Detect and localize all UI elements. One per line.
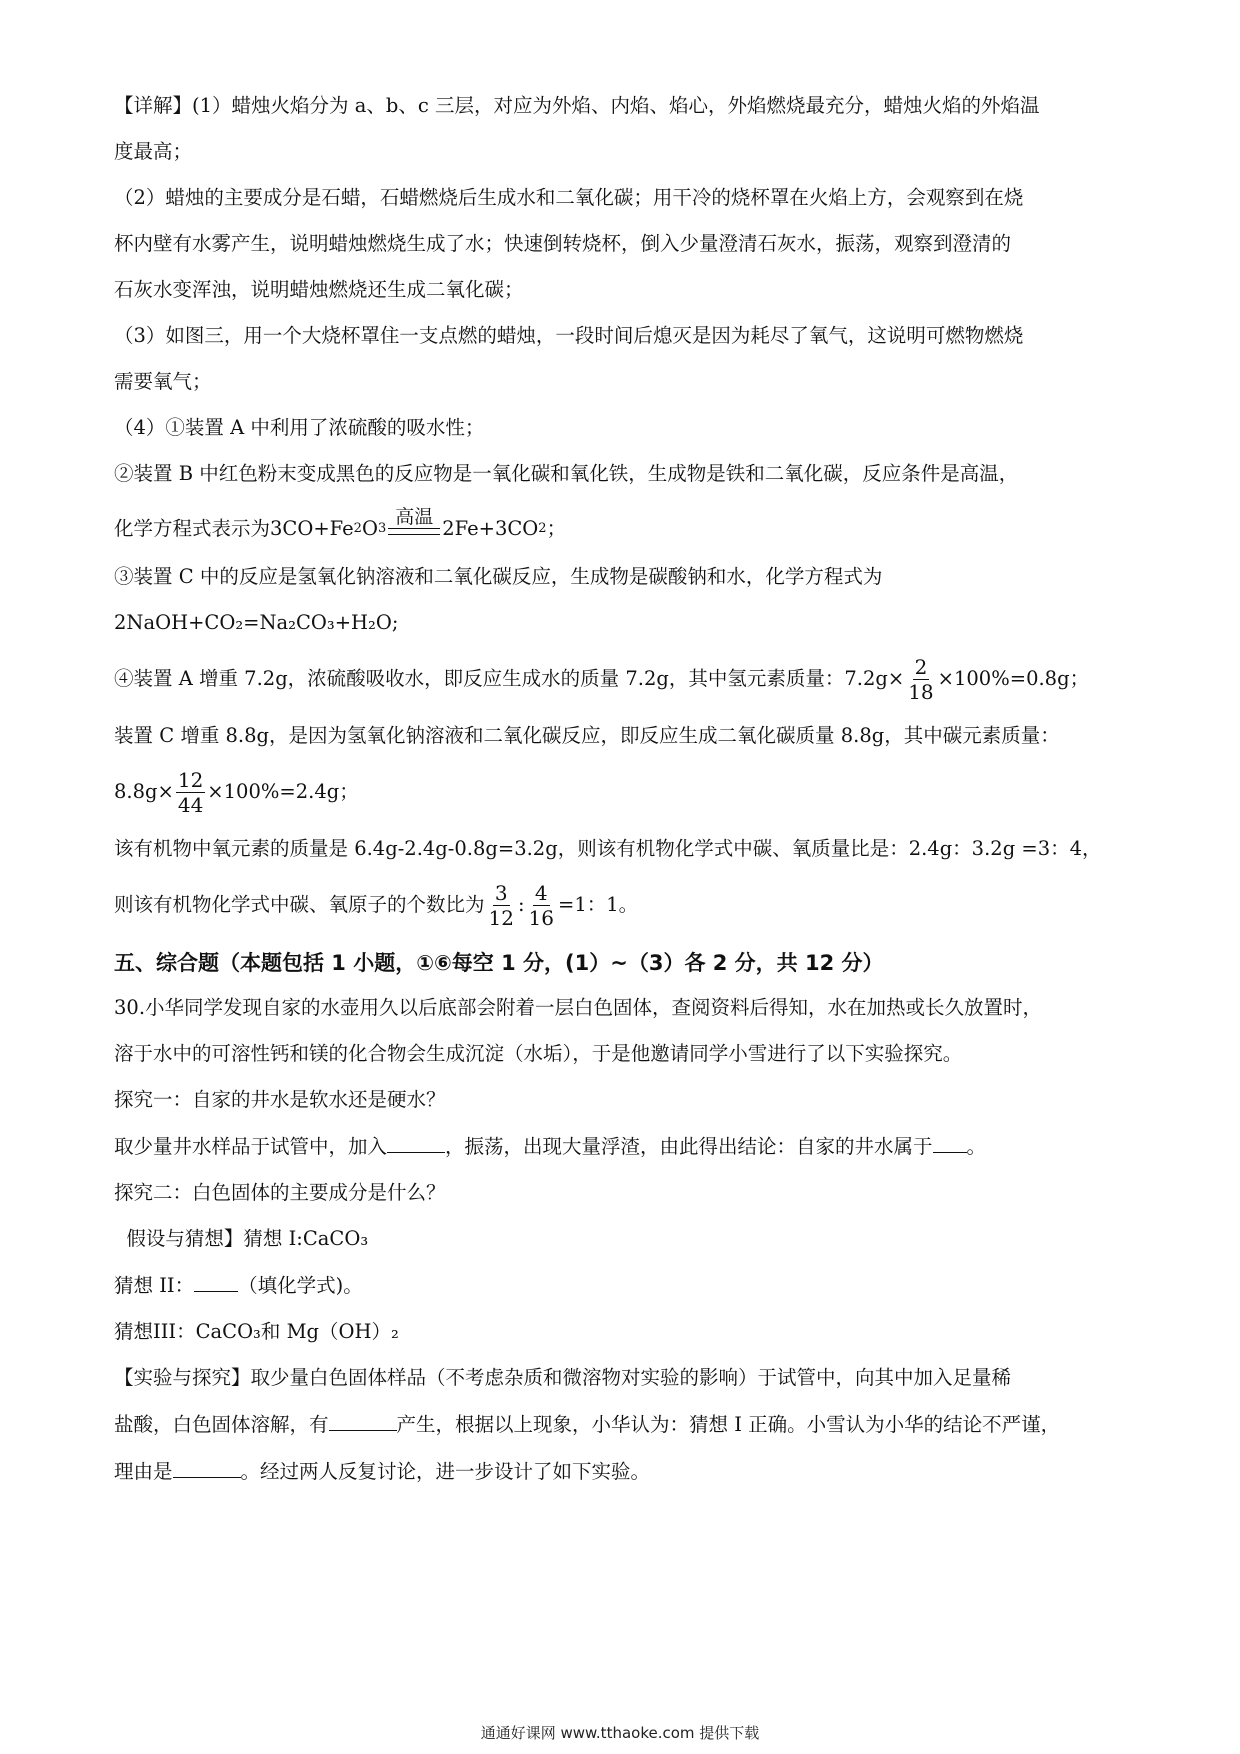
fraction-numerator: 12 <box>177 768 204 792</box>
equation-oxygen: O <box>361 517 378 540</box>
answer-blank-water-type[interactable] <box>933 1132 967 1153</box>
line-14-text-b: ×100%=2.4g； <box>207 780 359 803</box>
solution-line-16 <box>114 881 1134 930</box>
q11-text-a: 理由是 <box>114 1460 173 1483</box>
equation-sub-2: 3 <box>377 521 387 536</box>
solution-line-7: 需要氧气； <box>114 370 212 393</box>
hypothesis-2 <box>114 1271 1134 1300</box>
solution-line-9: ②装置 B 中红色粉末变成黑色的反应物是一氧化碳和氧化铁，生成物是铁和二氧化碳，反应条件是高温， <box>114 462 1019 485</box>
q7-text-b: （填化学式)。 <box>238 1274 363 1297</box>
solution-line-13: 装置 C 增重 8.8g，是因为氢氧化钠溶液和二氧化碳反应，即反应生成二氧化碳质量 8.8g，其中碳元素质量： <box>114 724 1060 747</box>
experiment-line-3 <box>114 1457 1134 1486</box>
fraction-denominator: 12 <box>488 906 514 930</box>
question-line-4 <box>114 1132 1134 1161</box>
fraction-numerator: 3 <box>494 881 508 905</box>
q10-text-a: 盐酸，白色固体溶解，有 <box>114 1413 329 1436</box>
answer-blank-reagent[interactable] <box>387 1132 445 1153</box>
section-5-heading: 五、综合题（本题包括 1 小题，①⑥每空 1 分，(1）~（3）各 2 分，共 12 分） <box>114 951 884 975</box>
page-content <box>114 92 1134 1504</box>
ratio-separator: : <box>517 893 525 916</box>
solution-line-15: 该有机物中氧元素的质量是 6.4g-2.4g-0.8g=3.2g，则该有机物化学式中碳、氧质量比是：2.4g：3.2g =3：4， <box>114 837 1102 860</box>
reaction-condition <box>388 506 440 543</box>
line-12-text-a: ④装置 A 增重 7.2g，浓硫酸吸收水，即反应生成水的质量 7.2g，其中氢元素质量：7.2g× <box>114 667 905 690</box>
reaction-condition-label: 高温 <box>395 506 434 528</box>
inquiry-two-title: 探究二：白色固体的主要成分是什么？ <box>114 1181 446 1204</box>
equation-right: 2Fe+3CO <box>442 517 539 540</box>
answer-blank-gas[interactable] <box>329 1410 397 1431</box>
solution-line-14 <box>114 768 1134 817</box>
q7-text-a: 猜想 II： <box>114 1274 195 1297</box>
fraction-12-44 <box>176 768 205 817</box>
experiment-line-1: 【实验与探究】取少量白色固体样品（不考虑杂质和微溶物对实验的影响）于试管中，向其中加入足量稀 <box>114 1366 1012 1389</box>
q10-text-b: 产生，根据以上现象，小华认为：猜想 I 正确。小雪认为小华的结论不严谨， <box>396 1413 1061 1436</box>
q11-text-b: 。经过两人反复讨论，进一步设计了如下实验。 <box>240 1460 651 1483</box>
equation-left: 3CO+Fe <box>270 517 354 540</box>
line-16-text-b: =1：1。 <box>558 893 639 916</box>
question-line-2: 溶于水中的可溶性钙和镁的化合物会生成沉淀（水垢），于是他邀请同学小雪进行了以下实验探究。 <box>114 1042 963 1065</box>
equation-sub-1: 2 <box>353 521 362 536</box>
line-16-text-a: 则该有机物化学式中碳、氧原子的个数比为 <box>114 893 485 916</box>
answer-blank-reason[interactable] <box>173 1457 241 1478</box>
solution-line-4: 杯内壁有水雾产生，说明蜡烛燃烧生成了水；快速倒转烧杯，倒入少量澄清石灰水，振荡，观察到澄清的 <box>114 232 1012 255</box>
experiment-line-2 <box>114 1410 1134 1439</box>
solution-line-1: 【详解】(1）蜡烛火焰分为 a、b、c 三层，对应为外焰、内焰、焰心，外焰燃烧最充分，蜡烛火焰的外焰温 <box>114 94 1040 117</box>
solution-line-6: （3）如图三，用一个大烧杯罩住一支点燃的蜡烛，一段时间后熄灭是因为耗尽了氧气，这说明可燃物燃烧 <box>114 324 1024 347</box>
equation-sub-3: 2 <box>538 521 547 536</box>
solution-line-8: （4）①装置 A 中利用了浓硫酸的吸水性； <box>114 416 485 439</box>
line-14-text-a: 8.8g× <box>114 780 174 803</box>
fraction-numerator: 4 <box>534 881 548 905</box>
fraction-denominator: 44 <box>177 793 204 817</box>
chemical-equation-line <box>114 506 1134 543</box>
q4-text-c: 。 <box>966 1135 987 1158</box>
equation-prefix: 化学方程式表示为 <box>114 517 271 540</box>
line-12-text-b: ×100%=0.8g； <box>937 667 1090 690</box>
solution-line-3: （2）蜡烛的主要成分是石蜡，石蜡燃烧后生成水和二氧化碳；用干冷的烧杯罩在火焰上方，会观察到在烧 <box>114 186 1024 209</box>
q4-text-b: ，振荡，出现大量浮渣，由此得出结论：自家的井水属于 <box>445 1135 933 1158</box>
inquiry-one-title: 探究一：自家的井水是软水还是硬水？ <box>114 1088 446 1111</box>
solution-line-10: ③装置 C 中的反应是氢氧化钠溶液和二氧化碳反应，生成物是碳酸钠和水，化学方程式为 <box>114 565 883 588</box>
q4-text-a: 取少量井水样品于试管中，加入 <box>114 1135 388 1158</box>
hypothesis-3: 猜想III：CaCO₃和 Mg（OH）₂ <box>114 1320 399 1343</box>
equation-end: ； <box>546 517 567 540</box>
fraction-numerator: 2 <box>914 655 928 679</box>
solution-line-11: 2NaOH+CO₂=Na₂CO₃+H₂O; <box>114 611 399 634</box>
solution-line-5: 石灰水变浑浊，说明蜡烛燃烧还生成二氧化碳； <box>114 278 524 301</box>
question-line-1: 30.小华同学发现自家的水壶用久以后底部会附着一层白色固体，查阅资料后得知，水在加热或长久放置时， <box>114 996 1043 1019</box>
answer-blank-formula[interactable] <box>194 1271 238 1292</box>
equals-sign <box>388 528 440 535</box>
solution-line-2: 度最高； <box>114 140 193 163</box>
fraction-3-12 <box>487 881 516 930</box>
page-footer: 通通好课网 www.tthaoke.com 提供下载 <box>480 1724 760 1742</box>
fraction-4-16 <box>527 881 556 930</box>
fraction-denominator: 18 <box>908 680 934 704</box>
fraction-denominator: 16 <box>528 906 554 930</box>
hypothesis-1: 假设与猜想】猜想 I:CaCO₃ <box>114 1227 369 1250</box>
fraction-2-18 <box>906 655 935 704</box>
solution-line-12 <box>114 655 1134 704</box>
